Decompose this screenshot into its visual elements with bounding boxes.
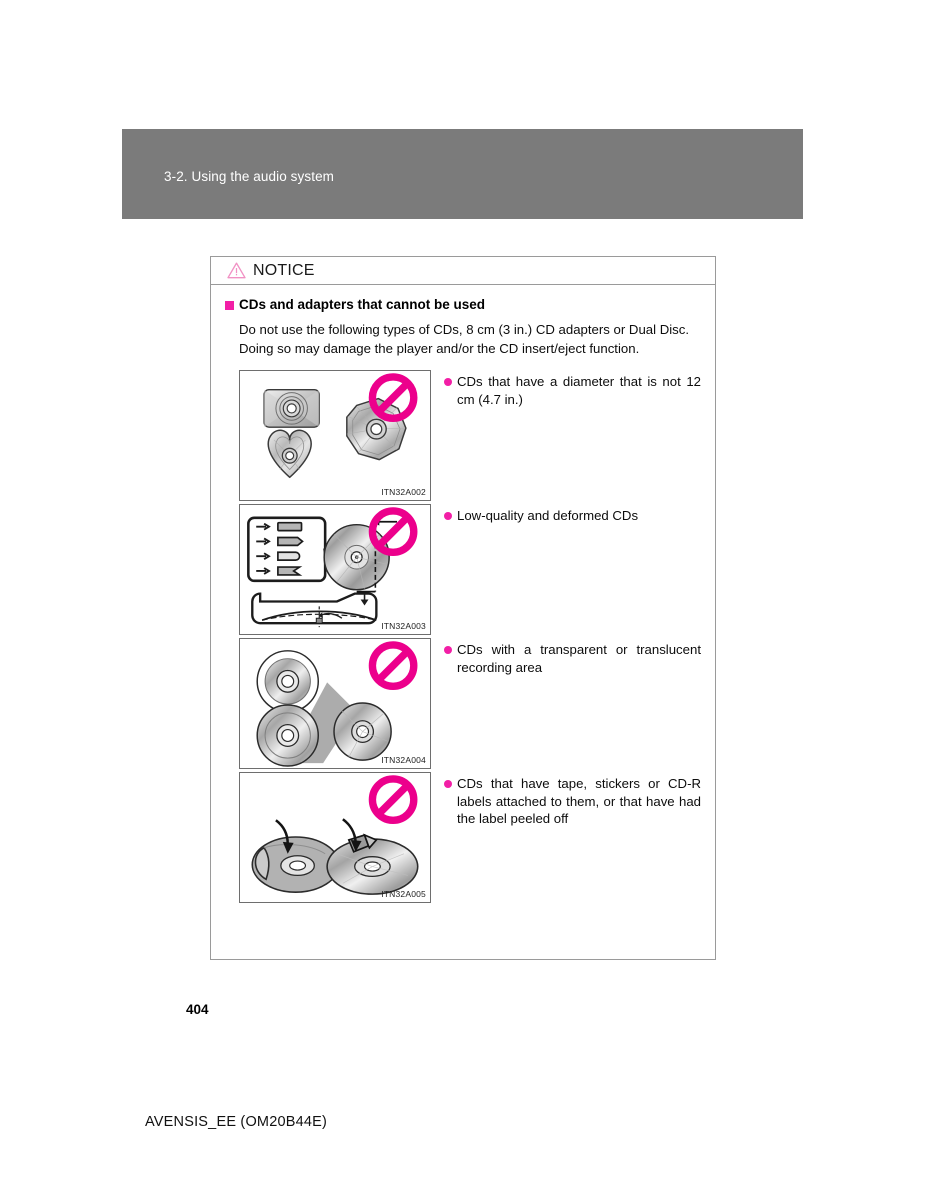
- notice-title: NOTICE: [253, 261, 315, 279]
- cd-disc: [334, 703, 391, 760]
- figure-row: [239, 772, 701, 903]
- chapter-title: 3-2. Using the audio system: [164, 169, 335, 184]
- tape-stickers-labels-figure: [239, 772, 431, 903]
- figure-caption: [444, 638, 701, 676]
- heart-shaped-cd: [268, 430, 311, 477]
- non-standard-shape-cds-illustration: [240, 371, 430, 500]
- figure-caption: [444, 504, 701, 525]
- figure-caption-text: CDs that have tape, stickers or CD-R labels attached to them, or that have had the label peeled off: [457, 775, 701, 827]
- low-quality-deformed-cd-illustration: [240, 505, 430, 634]
- transparent-recording-area-illustration: [240, 639, 430, 768]
- transparent-recording-area-figure: [239, 638, 431, 769]
- notice-subheading: [225, 297, 701, 314]
- deformed-disc-side-view: [252, 594, 376, 627]
- footer-document-code: AVENSIS_EE (OM20B44E): [145, 1114, 328, 1130]
- notice-intro-line-1: Do not use the following types of CDs, 8 cm (3 in.) CD adapters or Dual Disc.: [239, 321, 690, 337]
- figure-row: [239, 370, 701, 501]
- pink-dot-bullet-icon: [444, 378, 452, 386]
- sticker-on-disc: [327, 819, 418, 894]
- chapter-header-band: [122, 129, 803, 219]
- figure-code: ITN32A005: [381, 888, 426, 899]
- prohibition-sign-icon: [372, 779, 413, 820]
- figure-code: ITN32A004: [381, 754, 426, 765]
- low-quality-deformed-cd-figure: [239, 504, 431, 635]
- notice-intro-line-2: Doing so may damage the player and/or the CD insert/eject function.: [239, 341, 640, 357]
- prohibition-sign-icon: [372, 645, 413, 686]
- figure-row: [239, 504, 701, 635]
- figure-code: ITN32A003: [381, 620, 426, 631]
- figure-code: ITN32A002: [381, 486, 426, 497]
- cd-disc: [257, 705, 318, 766]
- figure-list: [239, 370, 701, 903]
- pink-dot-bullet-icon: [444, 646, 452, 654]
- notice-subheading-text: CDs and adapters that cannot be used: [239, 297, 486, 312]
- pink-square-bullet-icon: [225, 301, 234, 310]
- cd-adapter-shape: [264, 390, 319, 427]
- cd-disc: [257, 651, 318, 712]
- notice-header: [211, 257, 715, 285]
- pink-dot-bullet-icon: [444, 512, 452, 520]
- notice-box: [210, 256, 716, 960]
- figure-caption-text: CDs that have a diameter that is not 12 cm (4.7 in.): [457, 373, 701, 407]
- warning-triangle-icon: [227, 262, 246, 279]
- figure-caption-text: CDs with a transparent or translucent recording area: [457, 641, 701, 675]
- pink-dot-bullet-icon: [444, 780, 452, 788]
- non-standard-shape-cds-figure: [239, 370, 431, 501]
- notice-body: [211, 285, 715, 916]
- figure-row: [239, 638, 701, 769]
- tape-stickers-labels-illustration: [240, 773, 430, 902]
- figure-caption: [444, 772, 701, 828]
- figure-caption-text: Low-quality and deformed CDs: [457, 507, 639, 523]
- peeled-label-disc: [252, 820, 339, 892]
- page-number: 404: [186, 1002, 209, 1017]
- figure-caption: [444, 370, 701, 408]
- prohibition-sign-icon: [372, 511, 413, 552]
